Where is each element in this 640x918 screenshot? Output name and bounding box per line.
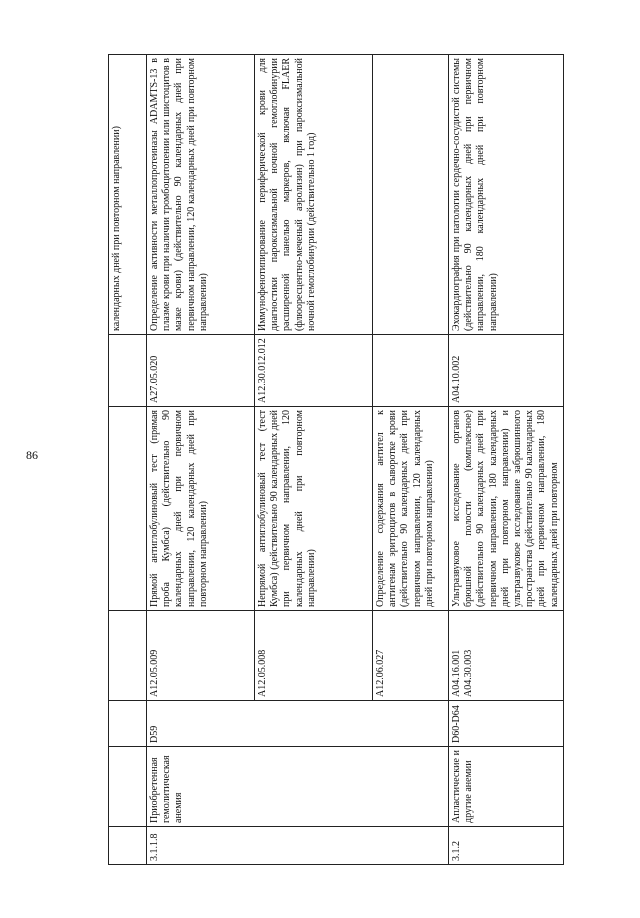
service-description-2-cell: Определение активности металлопротеиназы ADAMTS-13 в плазме крови при наличии тромбоцитопении или шистоцитов в мазке крови) (действительно 90 календарных дней при первичном направлении, 120 календарных дней при повторном направлении) [147, 55, 255, 335]
service-code-cell: A12.05.008 [255, 611, 373, 701]
row-number-cell [109, 827, 147, 865]
service-code-2-cell: A12.30.012.012 [255, 335, 373, 407]
service-code-2-cell: A27.05.020 [147, 335, 255, 407]
disease-name-cell: Приобретенная гемолитическая анемия [147, 747, 255, 827]
row-number-cell: 3.1.2 [449, 827, 564, 865]
page-number: 86 [26, 448, 38, 462]
table-row [147, 55, 255, 865]
service-code-cell: A12.05.009 [147, 611, 255, 701]
icd-code-cell: D60-D64 [449, 701, 564, 747]
table-row [255, 55, 373, 865]
service-code-cell: A04.16.001 A04.30.003 [449, 611, 564, 701]
service-code-2-cell [373, 335, 449, 407]
service-description-cell: Непрямой антиглобулиновый тест (тест Кумбса) (действительно 90 календарных дней при первичном направлении, 120 календарных дней при повторном направлении) [255, 407, 373, 611]
service-description-2-cell: Иммунофенотипирование периферической крови для диагностики пароксизмальной ночной гемоглобинурии расширенной панелью маркеров, включая FLAER (флюоресцентно-меченый аэролизин) при пароксизмальной ночной гемоглобинурии (действительно 1 год) [255, 55, 373, 335]
service-code-2-cell: A04.10.002 [449, 335, 564, 407]
icd-code-cell [255, 701, 373, 747]
service-code-2-cell [109, 335, 147, 407]
disease-name-cell [373, 747, 449, 827]
service-code-cell: A12.06.027 [373, 611, 449, 701]
icd-code-cell [373, 701, 449, 747]
icd-code-cell: D59 [147, 701, 255, 747]
service-description-cell: Прямой антиглобулиновый тест (прямая проба Кумбса) (действительно 90 календарных дней при первичном направлении, 120 календарных дней при повторном направлении) [147, 407, 255, 611]
service-description-2-cell: Эхокардиография при патологии сердечно-сосудистой системы (действительно 90 календарных дней при первичном направлении, 180 календарных дней при повторном направлении) [449, 55, 564, 335]
diagnostics-table [108, 54, 564, 865]
icd-code-cell [109, 701, 147, 747]
disease-name-cell [109, 747, 147, 827]
service-description-2-cell [373, 55, 449, 335]
rotated-table-wrapper [108, 55, 560, 865]
disease-name-cell [255, 747, 373, 827]
disease-name-cell: Апластические и другие анемии [449, 747, 564, 827]
service-code-cell [109, 611, 147, 701]
row-number-cell: 3.1.1.8 [147, 827, 255, 865]
service-description-2-cell: календарных дней при повторном направлении) [109, 55, 147, 335]
table-row [449, 55, 564, 865]
service-description-cell [109, 407, 147, 611]
row-number-cell [255, 827, 373, 865]
table-row [373, 55, 449, 865]
service-description-cell: Определение содержания антител к антигенам эритроцитов в сыворотке крови (действительно 90 календарных дней при первичном направлении, 120 календарных дней при повторном направлении) [373, 407, 449, 611]
service-description-cell: Ультразвуковое исследование органов брюшной полости (комплексное) (действительно 90 календарных дней при первичном направлении, 180 календарных дней при повторном направлении) и ультразвуковое исследование забрюшинного пространства (действительно 90 календарных дней при первичном направлении, 180 календарных дней при повторном [449, 407, 564, 611]
row-number-cell [373, 827, 449, 865]
table-row [109, 55, 147, 865]
